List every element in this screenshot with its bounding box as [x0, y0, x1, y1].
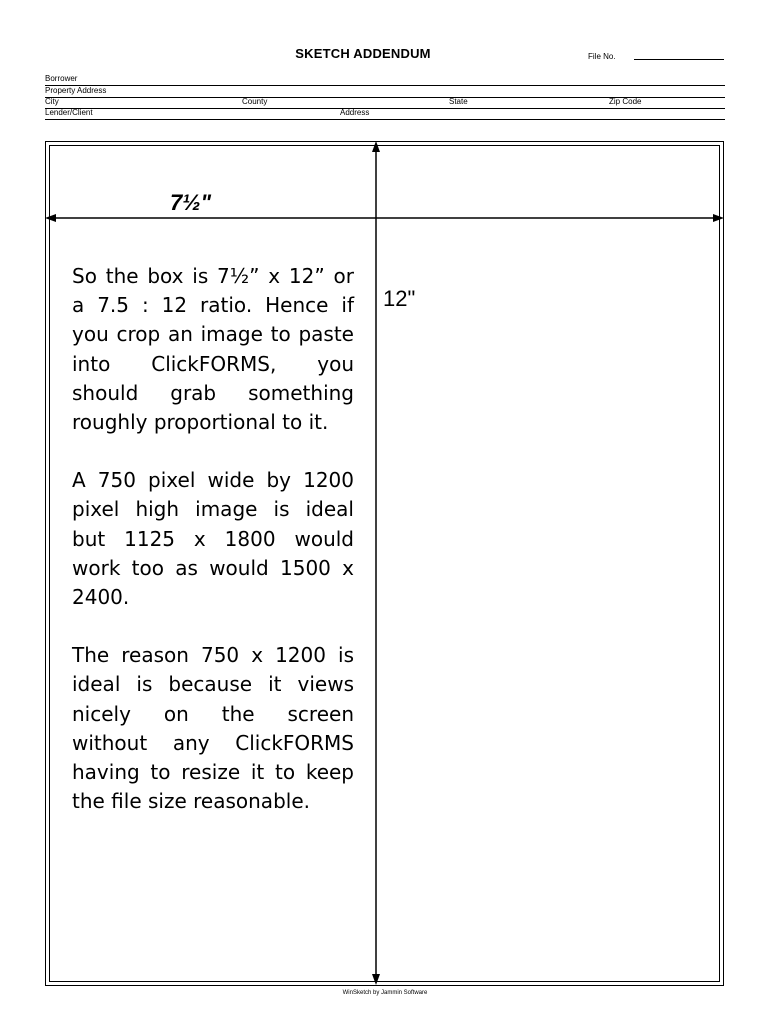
note-paragraph: So the box is 7½” x 12” or a 7.5 : 12 ratio. Hence if you crop an image to paste into ClickFORMS, you should grab something roughly proportional to it. [72, 264, 354, 435]
width-arrow-left-head [45, 214, 56, 222]
note-paragraph: A 750 pixel wide by 1200 pixel high image is ideal but 1125 x 1800 would work too as would 1500 x 2400. [72, 468, 354, 610]
note-paragraph: The reason 750 x 1200 is ideal is because it views nicely on the screen without any ClickFORMS having to resize it to keep the file size reasonable. [72, 643, 354, 814]
borrower-label: Borrower [45, 74, 78, 83]
zip-code-label: Zip Code [609, 97, 642, 106]
address-label: Address [340, 108, 370, 117]
footer-credit: WinSketch by Jammin Software [342, 990, 428, 996]
file-no-label: File No. [588, 52, 616, 61]
width-dimension-label: 7½" [170, 190, 212, 215]
state-label: State [449, 97, 468, 106]
form-title: SKETCH ADDENDUM [295, 46, 431, 61]
height-arrow-top-head [372, 141, 380, 152]
city-label: City [45, 97, 59, 106]
height-arrow-bottom-head [372, 974, 380, 985]
property-address-label: Property Address [45, 86, 107, 95]
height-dimension-label: 12" [383, 286, 416, 311]
county-label: County [242, 97, 268, 106]
lender-client-label: Lender/Client [45, 108, 93, 117]
width-arrow-right-head [713, 214, 724, 222]
sketch-note [72, 262, 354, 845]
